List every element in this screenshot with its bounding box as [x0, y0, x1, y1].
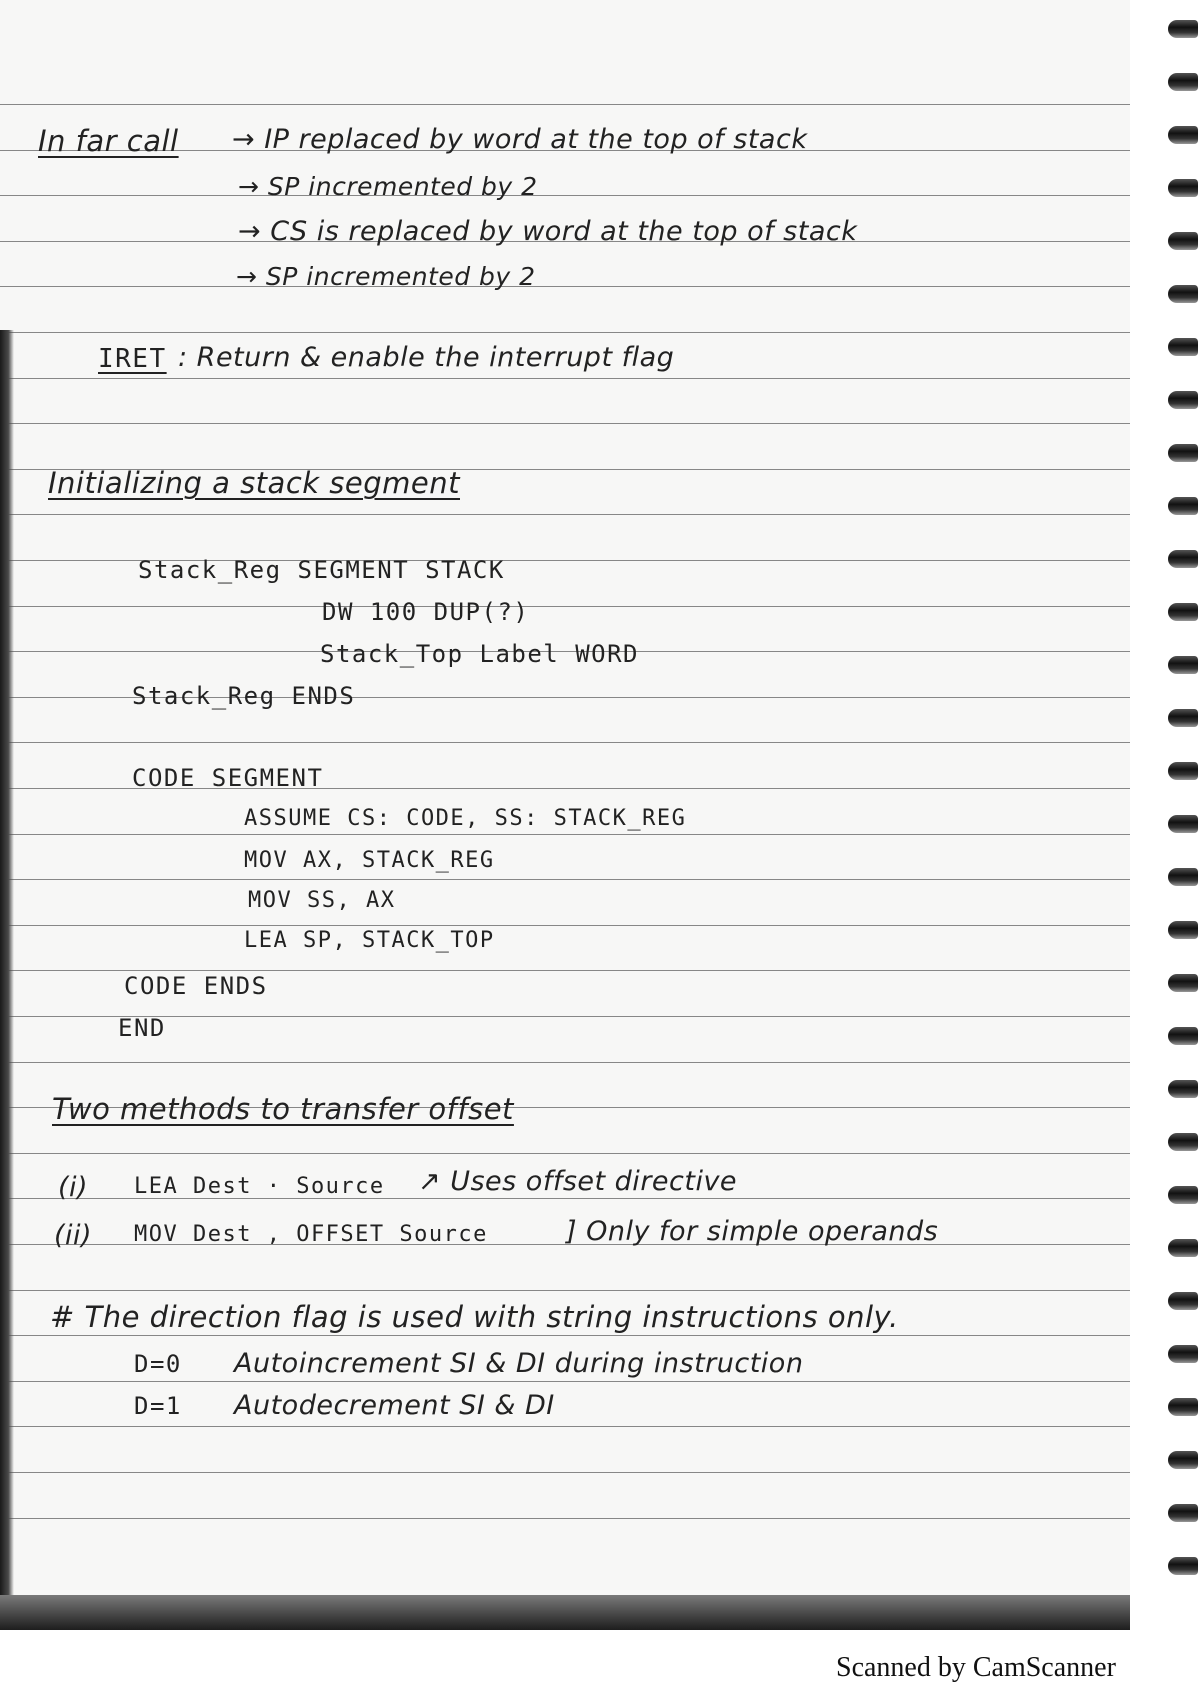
ruled-line	[0, 104, 1130, 105]
spiral-coil	[1168, 1504, 1198, 1522]
code-line: MOV AX, STACK_REG	[244, 848, 495, 873]
code-line: DW 100 DUP(?)	[322, 598, 530, 626]
ruled-line	[0, 606, 1130, 607]
method-note: ↗ Uses offset directive	[418, 1166, 738, 1197]
far-call-step: → SP incremented by 2	[238, 172, 538, 201]
spiral-coil	[1168, 550, 1198, 568]
method-instruction: MOV Dest , OFFSET Source	[134, 1222, 488, 1247]
page-bottom-edge	[0, 1595, 1130, 1630]
spiral-coil	[1168, 232, 1198, 250]
ruled-line	[0, 1335, 1130, 1336]
ruled-line	[0, 514, 1130, 515]
method-note: ] Only for simple operands	[566, 1216, 939, 1247]
ruled-line	[0, 1381, 1130, 1382]
method-number: (ii)	[54, 1220, 93, 1251]
ruled-line	[0, 1290, 1130, 1291]
flag-condition: D=1	[134, 1392, 182, 1420]
spiral-coil	[1168, 444, 1198, 462]
spiral-binding	[1168, 20, 1200, 1620]
code-line: LEA SP, STACK_TOP	[244, 928, 495, 953]
code-line: CODE ENDS	[124, 972, 268, 1000]
ruled-line	[0, 1426, 1130, 1427]
ruled-line	[0, 834, 1130, 835]
ruled-line	[0, 286, 1130, 287]
spiral-coil	[1168, 1133, 1198, 1151]
far-call-step: → SP incremented by 2	[236, 262, 536, 291]
spiral-coil	[1168, 603, 1198, 621]
spiral-coil	[1168, 1398, 1198, 1416]
far-call-step: → IP replaced by word at the top of stack	[232, 124, 808, 155]
spiral-coil	[1168, 709, 1198, 727]
far-call-label: In far call	[38, 124, 179, 158]
spiral-coil	[1168, 338, 1198, 356]
ruled-line	[0, 378, 1130, 379]
ruled-line	[0, 195, 1130, 196]
ruled-line	[0, 332, 1130, 333]
iret-label: IRET	[98, 344, 167, 374]
spiral-coil	[1168, 1345, 1198, 1363]
flag-description: Autodecrement SI & DI	[234, 1390, 555, 1421]
margin-shadow	[0, 330, 14, 1620]
far-call-step: → CS is replaced by word at the top of stack	[238, 216, 858, 247]
flag-description: Autoincrement SI & DI during instruction	[234, 1348, 804, 1379]
code-line: CODE SEGMENT	[132, 764, 324, 792]
ruled-line	[0, 879, 1130, 880]
spiral-coil	[1168, 1557, 1198, 1575]
code-line: END	[118, 1014, 166, 1042]
spiral-coil	[1168, 815, 1198, 833]
spiral-coil	[1168, 762, 1198, 780]
spiral-coil	[1168, 1239, 1198, 1257]
ruled-line	[0, 1016, 1130, 1017]
iret-description: : Return & enable the interrupt flag	[178, 342, 675, 373]
ruled-line	[0, 925, 1130, 926]
spiral-coil	[1168, 1080, 1198, 1098]
spiral-coil	[1168, 974, 1198, 992]
spiral-coil	[1168, 921, 1198, 939]
direction-flag-title: # The direction flag is used with string instructions only.	[50, 1300, 899, 1334]
ruled-line	[0, 423, 1130, 424]
spiral-coil	[1168, 1186, 1198, 1204]
code-line: Stack_Reg SEGMENT STACK	[138, 556, 505, 584]
spiral-coil	[1168, 1027, 1198, 1045]
ruled-line	[0, 1518, 1130, 1519]
method-instruction: LEA Dest · Source	[134, 1174, 385, 1199]
code-line: Stack_Reg ENDS	[132, 682, 356, 710]
spiral-coil	[1168, 1292, 1198, 1310]
spiral-coil	[1168, 126, 1198, 144]
spiral-coil	[1168, 391, 1198, 409]
spiral-coil	[1168, 656, 1198, 674]
method-number: (i)	[58, 1172, 89, 1203]
ruled-line	[0, 1153, 1130, 1154]
ruled-line	[0, 1472, 1130, 1473]
scanner-watermark: Scanned by CamScanner	[836, 1652, 1116, 1683]
code-line: MOV SS, AX	[248, 888, 396, 913]
spiral-coil	[1168, 20, 1198, 38]
code-line: Stack_Top Label WORD	[320, 640, 639, 668]
ruled-line	[0, 1062, 1130, 1063]
spiral-coil	[1168, 868, 1198, 886]
ruled-line	[0, 742, 1130, 743]
spiral-coil	[1168, 497, 1198, 515]
offset-methods-heading: Two methods to transfer offset	[52, 1092, 514, 1126]
flag-condition: D=0	[134, 1350, 182, 1378]
spiral-coil	[1168, 1451, 1198, 1469]
stack-init-heading: Initializing a stack segment	[48, 466, 460, 500]
spiral-coil	[1168, 73, 1198, 91]
spiral-coil	[1168, 179, 1198, 197]
code-line: ASSUME CS: CODE, SS: STACK_REG	[244, 806, 687, 831]
spiral-coil	[1168, 285, 1198, 303]
